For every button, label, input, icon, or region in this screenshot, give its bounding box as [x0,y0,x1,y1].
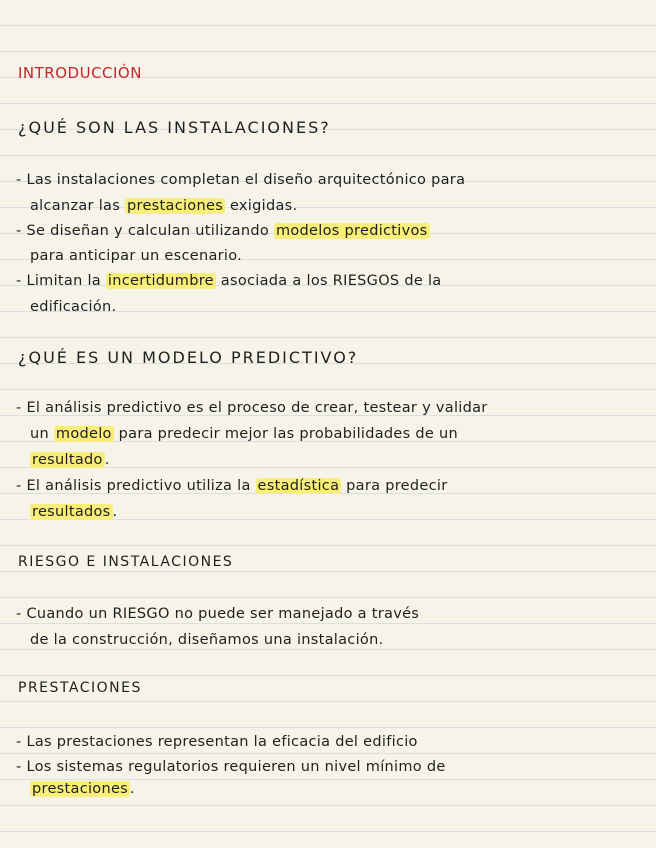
highlight: incertidumbre [107,273,214,289]
bullet-line [16,759,446,775]
bullet-line [16,172,465,188]
text: . [112,504,118,520]
text: para anticipar un escenario. [30,248,243,264]
bullet-line [16,273,441,289]
text: . [104,452,110,468]
section-heading-modelo-predictivo: ¿QUÉ ES UN MODELO PREDICTIVO? [18,348,359,367]
page-title: INTRODUCCIÓN [18,64,142,82]
bullet-continuation [30,452,110,468]
text: - Las prestaciones representan la eficacia del edificio [16,734,418,750]
text: exigidas. [225,198,298,214]
text: - Cuando un RIESGO no puede ser manejado a través [16,606,420,622]
text: - El análisis predictivo es el proceso de crear, testear y validar [16,400,488,416]
text: para predecir [341,478,448,494]
text: - El análisis predictivo utiliza la [16,478,256,494]
bullet-continuation [30,248,242,264]
bullet-continuation [30,632,383,648]
bullet-line [16,734,418,750]
text: de la construcción, diseñamos una instalación. [30,632,384,648]
bullet-line [16,400,488,416]
section-heading-riesgo: RIESGO E INSTALACIONES [18,554,234,570]
section-heading-prestaciones: PRESTACIONES [18,680,142,696]
text: para predecir mejor las probabilidades de un [113,426,459,442]
bullet-continuation [30,781,135,797]
text: - Los sistemas regulatorios requieren un nivel mínimo de [16,759,446,775]
text: alcanzar las [30,198,126,214]
text: - Se diseñan y calculan utilizando [16,223,274,239]
highlight: modelo [55,426,112,442]
highlight: resultado [32,452,103,468]
text: - Las instalaciones completan el diseño arquitectónico para [16,172,466,188]
bullet-line [16,478,447,494]
highlight: estadística [257,478,340,494]
highlight: modelos predictivos [275,223,428,239]
bullet-continuation [30,299,116,315]
bullet-line [16,223,430,239]
text: edificación. [30,299,117,315]
text: asociada a los RIESGOS de la [215,273,442,289]
bullet-line [16,606,419,622]
section-heading-instalaciones: ¿QUÉ SON LAS INSTALACIONES? [18,118,331,137]
bullet-continuation [30,426,458,442]
bullet-continuation [30,504,117,520]
text: - Limitan la [16,273,106,289]
text: un [30,426,54,442]
text: . [130,781,135,797]
highlight: prestaciones [32,781,129,797]
highlight: resultados [32,504,111,520]
bullet-continuation [30,198,297,214]
highlight: prestaciones [127,198,224,214]
